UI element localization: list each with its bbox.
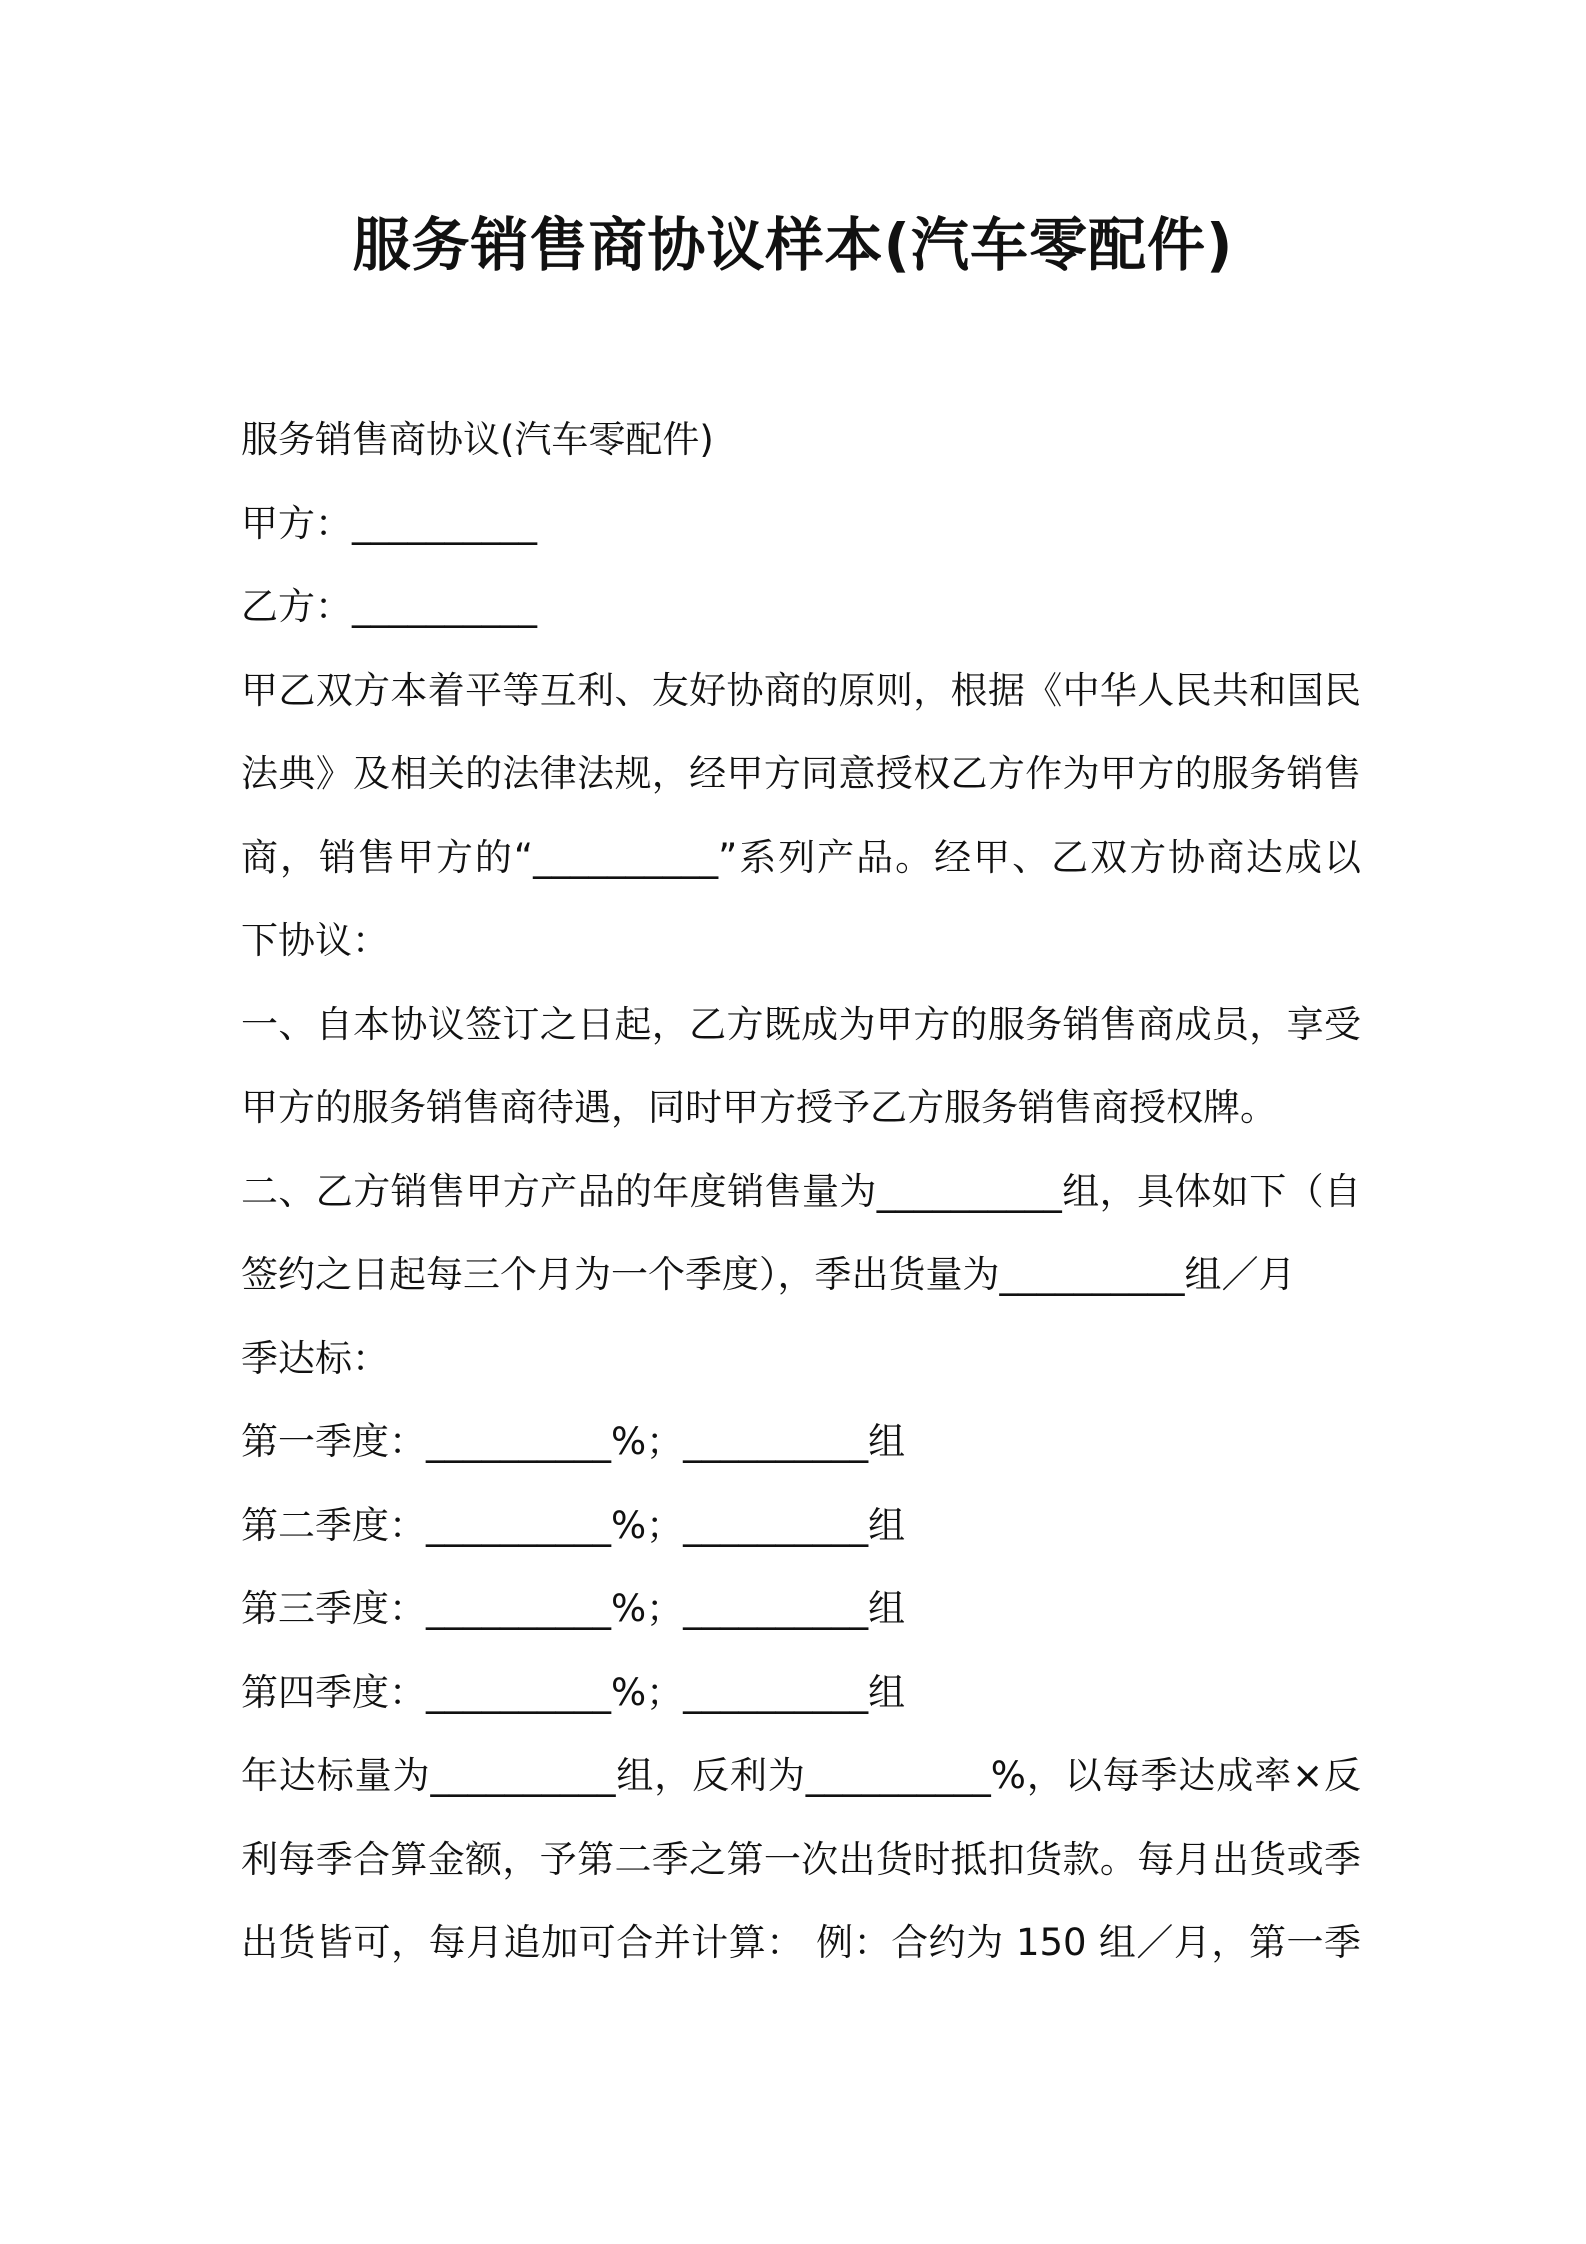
body-line-16: 第四季度：__________%；__________组 [241,1670,906,1714]
body-line-3: 乙方：__________ [241,585,537,628]
body-line-18: 利每季合算金额，予第二季之第一次出货时抵扣货款。每月出货或季 [241,1837,1361,1881]
body-line-15: 第三季度：__________%；__________组 [241,1587,906,1630]
body-line-19: 出货皆可，每月追加可合并计算： 例：合约为 150 组／月，第一季 [241,1921,1361,1964]
body-line-11: 签约之日起每三个月为一个季度），季出货量为__________组／月 [241,1253,1296,1296]
body-line-7: 下协议： [241,919,389,962]
body-line-14: 第二季度：__________%；__________组 [241,1503,906,1547]
body-line-17: 年达标量为__________组，反利为__________%，以每季达成率×反 [241,1754,1361,1797]
body-line-1: 服务销售商协议(汽车零配件) [241,418,714,461]
body-line-6: 商，销售甲方的“__________”系列产品。经甲、乙双方协商达成以 [241,835,1361,879]
body-line-8: 一、自本协议签订之日起，乙方既成为甲方的服务销售商成员，享受 [241,1002,1361,1046]
body-line-12: 季达标： [241,1336,389,1380]
body-line-13: 第一季度：__________%；__________组 [241,1420,906,1463]
body-line-9: 甲方的服务销售商待遇，同时甲方授予乙方服务销售商授权牌。 [241,1086,1277,1129]
document-title: 服务销售商协议样本(汽车零配件) [352,211,1234,279]
body-line-4: 甲乙双方本着平等互利、友好协商的原则，根据《中华人民共和国民 [241,668,1361,712]
document-body [241,398,1361,1985]
body-line-5: 法典》及相关的法律法规，经甲方同意授权乙方作为甲方的服务销售 [241,752,1361,795]
body-line-2: 甲方：__________ [241,501,537,545]
body-line-10: 二、乙方销售甲方产品的年度销售量为__________组，具体如下（自 [241,1169,1361,1213]
